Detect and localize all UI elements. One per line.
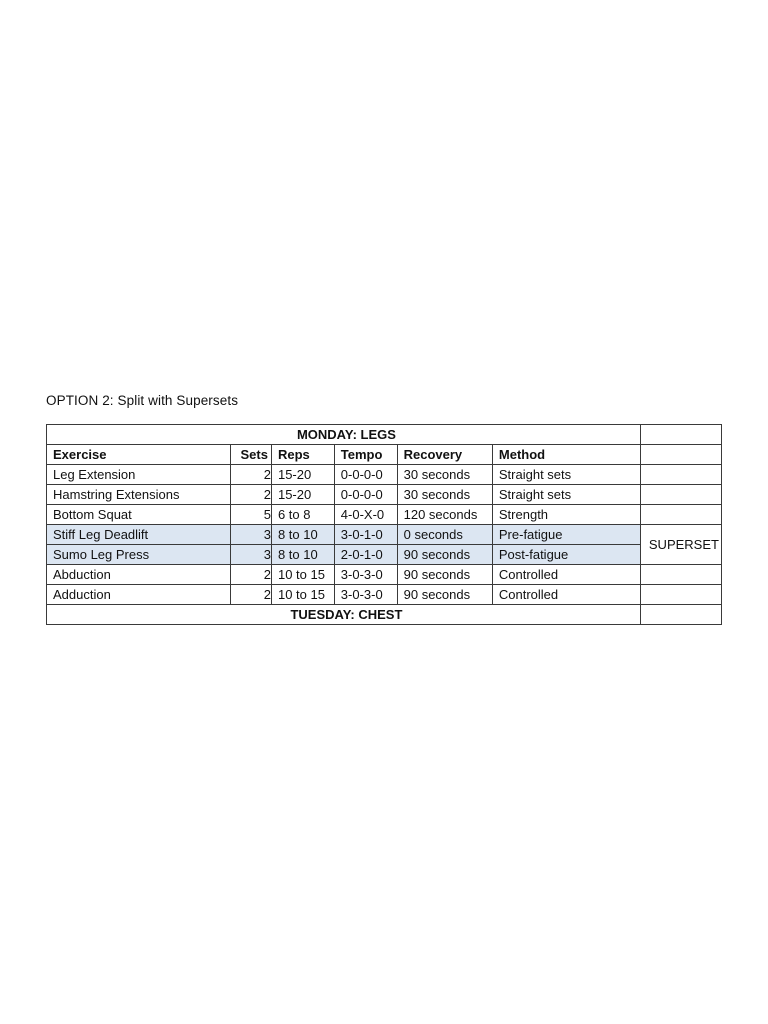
empty-cell xyxy=(640,585,721,605)
empty-cell xyxy=(640,485,721,505)
reps-cell: 15-20 xyxy=(271,465,334,485)
method-cell: Controlled xyxy=(492,565,640,585)
recovery-cell: 120 seconds xyxy=(397,505,492,525)
sets-cell: 3 xyxy=(231,525,272,545)
exercise-cell: Stiff Leg Deadlift xyxy=(47,525,231,545)
empty-cell xyxy=(640,465,721,485)
sets-cell: 2 xyxy=(231,485,272,505)
table-row xyxy=(47,485,722,505)
empty-cell xyxy=(640,505,721,525)
tuesday-header: TUESDAY: CHEST xyxy=(47,605,641,625)
table-row-superset xyxy=(47,545,722,565)
recovery-cell: 90 seconds xyxy=(397,565,492,585)
method-cell: Pre-fatigue xyxy=(492,525,640,545)
header-sets: Sets xyxy=(231,445,272,465)
reps-cell: 6 to 8 xyxy=(271,505,334,525)
empty-cell xyxy=(640,605,721,625)
workout-table xyxy=(46,424,722,625)
column-header-row xyxy=(47,445,722,465)
empty-cell xyxy=(640,445,721,465)
method-cell: Strength xyxy=(492,505,640,525)
tempo-cell: 3-0-3-0 xyxy=(334,565,397,585)
tempo-cell: 3-0-1-0 xyxy=(334,525,397,545)
recovery-cell: 30 seconds xyxy=(397,485,492,505)
method-cell: Controlled xyxy=(492,585,640,605)
reps-cell: 8 to 10 xyxy=(271,525,334,545)
sets-cell: 5 xyxy=(231,505,272,525)
sets-cell: 3 xyxy=(231,545,272,565)
recovery-cell: 0 seconds xyxy=(397,525,492,545)
table-row-superset xyxy=(47,525,722,545)
document-title: OPTION 2: Split with Supersets xyxy=(46,393,239,408)
recovery-cell: 30 seconds xyxy=(397,465,492,485)
header-tempo: Tempo xyxy=(334,445,397,465)
recovery-cell: 90 seconds xyxy=(397,585,492,605)
method-cell: Straight sets xyxy=(492,485,640,505)
sets-cell: 2 xyxy=(231,465,272,485)
exercise-cell: Hamstring Extensions xyxy=(47,485,231,505)
tempo-cell: 3-0-3-0 xyxy=(334,585,397,605)
sets-cell: 2 xyxy=(231,565,272,585)
table-row xyxy=(47,465,722,485)
day-header-row xyxy=(47,605,722,625)
tempo-cell: 2-0-1-0 xyxy=(334,545,397,565)
tempo-cell: 4-0-X-0 xyxy=(334,505,397,525)
exercise-cell: Bottom Squat xyxy=(47,505,231,525)
header-reps: Reps xyxy=(271,445,334,465)
table-row xyxy=(47,565,722,585)
empty-cell xyxy=(640,565,721,585)
exercise-cell: Leg Extension xyxy=(47,465,231,485)
recovery-cell: 90 seconds xyxy=(397,545,492,565)
exercise-cell: Sumo Leg Press xyxy=(47,545,231,565)
empty-cell xyxy=(640,425,721,445)
reps-cell: 8 to 10 xyxy=(271,545,334,565)
reps-cell: 10 to 15 xyxy=(271,585,334,605)
header-method: Method xyxy=(492,445,640,465)
reps-cell: 15-20 xyxy=(271,485,334,505)
tempo-cell: 0-0-0-0 xyxy=(334,485,397,505)
monday-header: MONDAY: LEGS xyxy=(47,425,641,445)
method-cell: Straight sets xyxy=(492,465,640,485)
tempo-cell: 0-0-0-0 xyxy=(334,465,397,485)
exercise-cell: Abduction xyxy=(47,565,231,585)
exercise-cell: Adduction xyxy=(47,585,231,605)
method-cell: Post-fatigue xyxy=(492,545,640,565)
day-header-row xyxy=(47,425,722,445)
superset-label: SUPERSET xyxy=(640,525,721,565)
table-row xyxy=(47,505,722,525)
table-row xyxy=(47,585,722,605)
header-exercise: Exercise xyxy=(47,445,231,465)
sets-cell: 2 xyxy=(231,585,272,605)
reps-cell: 10 to 15 xyxy=(271,565,334,585)
header-recovery: Recovery xyxy=(397,445,492,465)
